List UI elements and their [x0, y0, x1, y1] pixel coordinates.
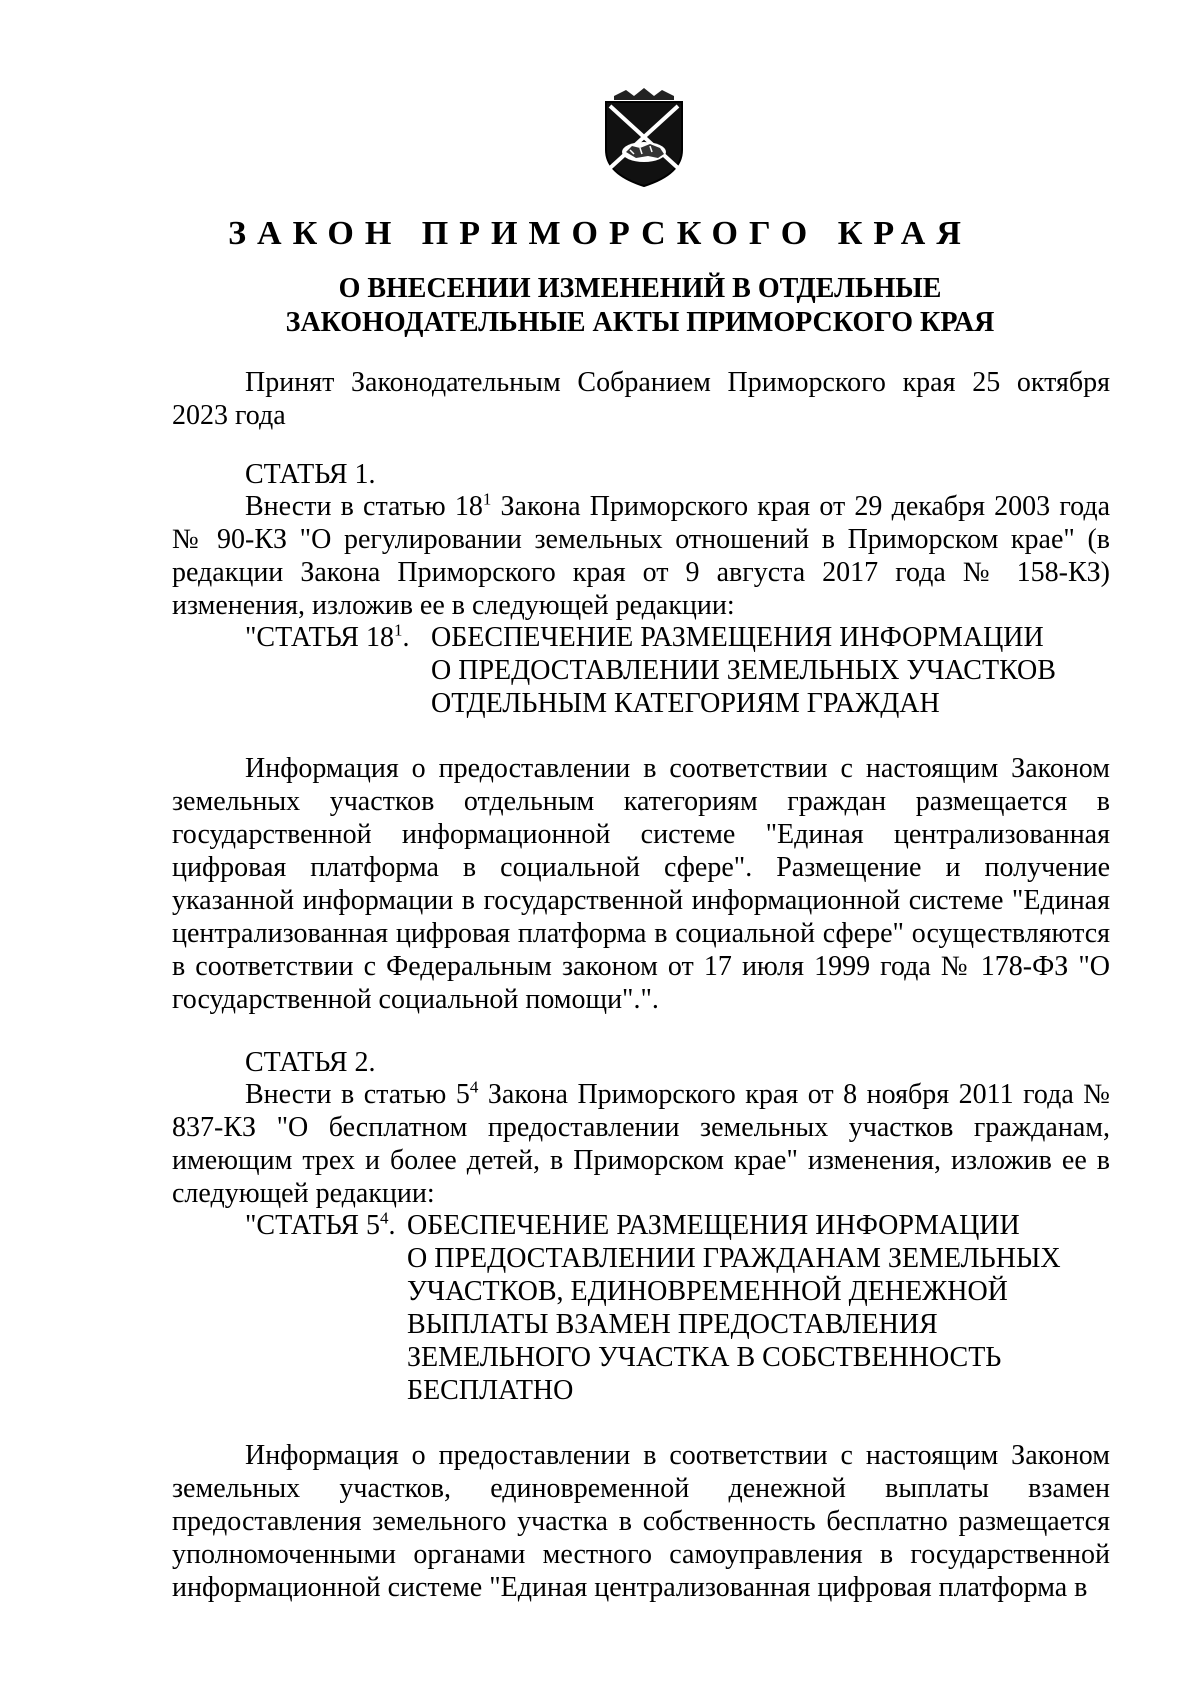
title-2-line: ЗЕМЕЛЬНОГО УЧАСТКА В СОБСТВЕННОСТЬ	[407, 1342, 1002, 1373]
article-1-new-title-label: "СТАТЬЯ $18^1$.	[245, 620, 410, 653]
article-1-new-title-caption	[431, 621, 1056, 720]
article-2-body	[172, 1439, 1110, 1604]
article-2-new-title-caption	[407, 1209, 1061, 1407]
article-1-body	[172, 752, 1110, 1016]
adoption-note	[172, 366, 1110, 432]
coat-of-arms-emblem	[600, 88, 688, 188]
amend-2-post: Закона Приморского края от 8 ноября 2011 года № 837-КЗ "О бесплатном предоставлении земельных участков гражданам, имеющим трех и более детей, в Приморском крае" изменения, изложив ее в следующей редакции:	[172, 1079, 1110, 1209]
amend-1-pre: Внести в статью 18	[245, 491, 483, 522]
title-1-line: О ПРЕДОСТАВЛЕНИИ ЗЕМЕЛЬНЫХ УЧАСТКОВ	[431, 655, 1056, 686]
amend-1-sup: 1	[482, 489, 492, 509]
amend-2-pre: Внести в статью 5	[245, 1079, 470, 1110]
title-2-line: БЕСПЛАТНО	[407, 1375, 574, 1406]
subtitle-line-1: О ВНЕСЕНИИ ИЗМЕНЕНИЙ В ОТДЕЛЬНЫЕ	[338, 273, 942, 304]
article-2-amendment	[172, 1078, 1110, 1210]
title-1-line: ОБЕСПЕЧЕНИЕ РАЗМЕЩЕНИЯ ИНФОРМАЦИИ	[431, 622, 1044, 653]
title-2-line: УЧАСТКОВ, ЕДИНОВРЕМЕННОЙ ДЕНЕЖНОЙ	[407, 1276, 1008, 1307]
title-2-line: О ПРЕДОСТАВЛЕНИИ ГРАЖДАНАМ ЗЕМЕЛЬНЫХ	[407, 1243, 1061, 1274]
article-1-amendment	[172, 490, 1110, 622]
article-2-body-text: Информация о предоставлении в соответствии с настоящим Законом земельных участков, единовременной денежной выплаты взамен предоставления земельного участка в собственность бесплатно размещается уполномоченными органами местного самоуправления в государственной информационной системе "Единая централизованная цифровая платформа в	[172, 1440, 1110, 1603]
title-2-line: ВЫПЛАТЫ ВЗАМЕН ПРЕДОСТАВЛЕНИЯ	[407, 1309, 938, 1340]
article-2-heading: СТАТЬЯ 2.	[245, 1047, 376, 1078]
article-2-new-title-label: "СТАТЬЯ $5^4$.	[245, 1208, 396, 1241]
adoption-text: Принят Законодательным Собранием Приморского края 25 октября 2023 года	[172, 367, 1110, 431]
subtitle-line-2: ЗАКОНОДАТЕЛЬНЫЕ АКТЫ ПРИМОРСКОГО КРАЯ	[285, 307, 995, 338]
title-1-line: ОТДЕЛЬНЫМ КАТЕГОРИЯМ ГРАЖДАН	[431, 688, 940, 719]
article-1-heading: СТАТЬЯ 1.	[245, 459, 376, 490]
amend-2-sup: 4	[469, 1077, 479, 1097]
title-2-line: ОБЕСПЕЧЕНИЕ РАЗМЕЩЕНИЯ ИНФОРМАЦИИ	[407, 1210, 1020, 1241]
article-1-body-text: Информация о предоставлении в соответствии с настоящим Законом земельных участков отдельным категориям граждан размещается в государственной информационной системе "Единая централизованная цифровая платформа в социальной сфере". Размещение и получение указанной информации в государственной информационной системе "Единая централизованная цифровая платформа в социальной сфере" осуществляются в соответствии с Федеральным законом от 17 июля 1999 года № 178-ФЗ "О государственной социальной помощи".".	[172, 753, 1110, 1015]
law-subtitle	[200, 272, 1080, 340]
amend-1-post: Закона Приморского края от 29 декабря 2003 года № 90-КЗ "О регулировании земельных отношений в Приморском крае" (в редакции Закона Приморского края от 9 августа 2017 года № 158-КЗ) изменения, изложив ее в следующей редакции:	[172, 491, 1110, 621]
law-title: ЗАКОН ПРИМОРСКОГО КРАЯ	[228, 215, 972, 252]
